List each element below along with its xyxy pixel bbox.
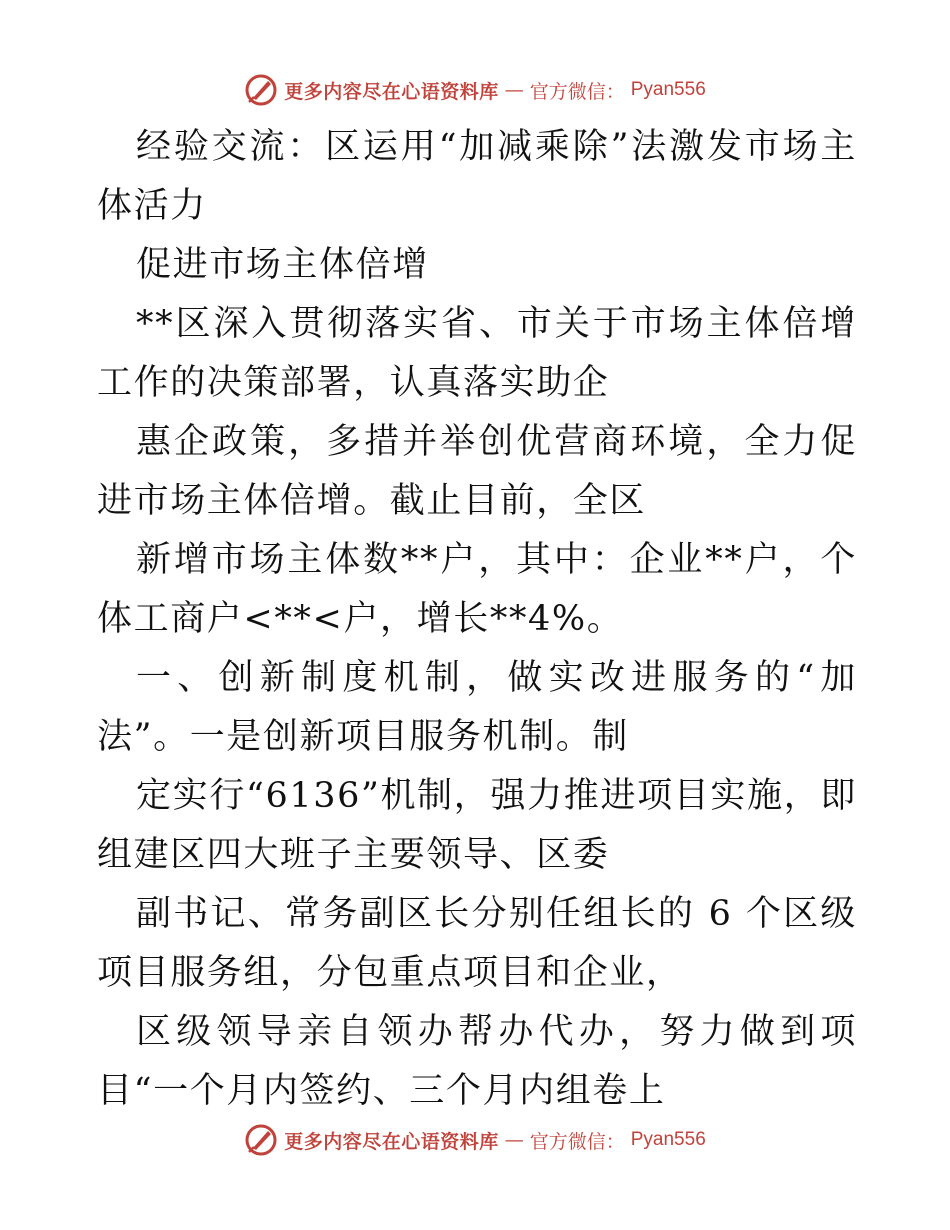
watermark-dash: — [504,79,524,101]
quill-pen-logo-icon [244,73,278,107]
header-watermark [0,70,950,110]
watermark-handle: Pyan556 [630,79,706,100]
watermark-contact: 官方微信： [529,1130,625,1153]
watermark-dash: — [504,1129,524,1151]
paragraph: **区深入贯彻落实省、市关于市场主体倍增工作的决策部署，认真落实助企 [97,304,857,403]
watermark-contact: 官方微信： [529,80,625,103]
watermark-brand: 更多内容尽在心语资料库 [284,80,499,103]
watermark-brand: 更多内容尽在心语资料库 [284,1130,499,1153]
quill-pen-logo-icon [244,1123,278,1157]
paragraph: 促进市场主体倍增 [136,245,429,285]
paragraph: 副书记、常务副区长分别任组长的 6 个区级项目服务组，分包重点项目和企业， [97,894,857,993]
paragraph: 区级领导亲自领办帮办代办，努力做到项目“一个月内签约、三个月内组卷上 [97,1012,857,1111]
paragraph: 经验交流：区运用“加减乘除”法激发市场主体活力 [97,127,857,226]
paragraph: 定实行“6136”机制，强力推进项目实施，即组建区四大班子主要领导、区委 [97,776,857,875]
footer-watermark [0,1120,950,1160]
document-body [97,118,857,1121]
paragraph: 惠企政策，多措并举创优营商环境，全力促进市场主体倍增。截止目前，全区 [97,422,857,521]
paragraph: 新增市场主体数**户，其中：企业**户，个体工商户<**<户，增长**4%。 [97,540,857,639]
paragraph: 一、创新制度机制，做实改进服务的“加法”。一是创新项目服务机制。制 [97,658,857,757]
watermark-handle: Pyan556 [630,1129,706,1150]
